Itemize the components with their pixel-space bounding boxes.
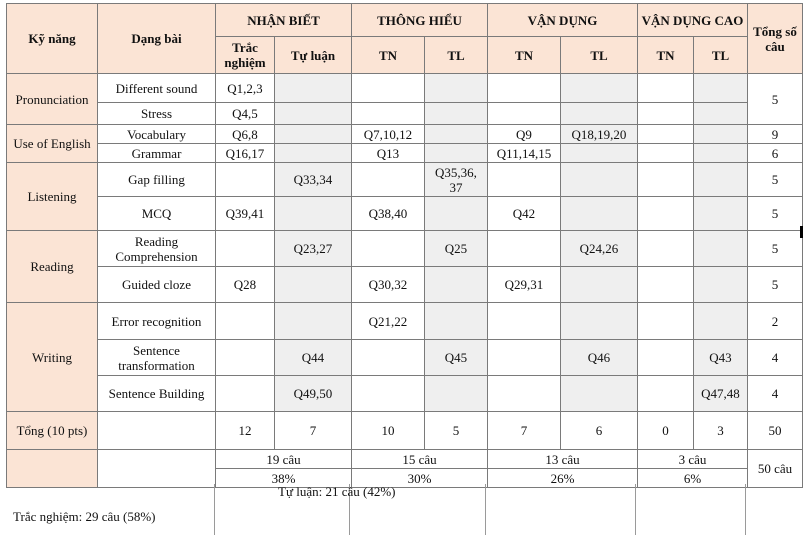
vdc-count: 3 câu (638, 450, 748, 469)
cell (561, 376, 638, 412)
cell (275, 125, 352, 144)
nb-pct: 38% (216, 469, 352, 488)
total-cell: 4 (748, 376, 803, 412)
cell (352, 376, 425, 412)
cell (488, 103, 561, 125)
type-cell: MCQ (98, 197, 216, 231)
type-cell: Sentence transformation (98, 340, 216, 376)
cell (352, 74, 425, 103)
cell (694, 74, 748, 103)
exam-matrix-table (6, 3, 803, 488)
cell (275, 103, 352, 125)
cell (352, 103, 425, 125)
cell (275, 197, 352, 231)
cell (216, 163, 275, 197)
tu-luan-summary: Tự luận: 21 câu (42%) (278, 484, 396, 499)
cell (425, 74, 488, 103)
type-cell: Reading Comprehension (98, 231, 216, 267)
cell (561, 197, 638, 231)
header-van-dung: VẬN DỤNG (488, 4, 638, 37)
cell: Q46 (561, 340, 638, 376)
total-cell: 7 (488, 412, 561, 450)
table-row (7, 303, 803, 340)
th-count: 15 câu (352, 450, 488, 469)
cell (561, 74, 638, 103)
cell (638, 340, 694, 376)
cell: Q6,8 (216, 125, 275, 144)
cell (488, 163, 561, 197)
type-cell: Sentence Building (98, 376, 216, 412)
header-vd-tn: TN (488, 37, 561, 74)
header-type: Dạng bài (98, 4, 216, 74)
type-cell: Stress (98, 103, 216, 125)
cell (694, 163, 748, 197)
cell (352, 231, 425, 267)
header-th-tn: TN (352, 37, 425, 74)
cell: Q11,14,15 (488, 144, 561, 163)
cell (425, 376, 488, 412)
cell (98, 412, 216, 450)
divider (635, 484, 636, 535)
table-row (7, 125, 803, 144)
total-cell: 7 (275, 412, 352, 450)
type-cell: Error recognition (98, 303, 216, 340)
type-cell: Grammar (98, 144, 216, 163)
cell (488, 74, 561, 103)
table-row (7, 197, 803, 231)
cell (352, 340, 425, 376)
cell: Q30,32 (352, 267, 425, 303)
cell (638, 125, 694, 144)
cell (694, 103, 748, 125)
header-van-dung-cao: VẬN DỤNG CAO (638, 4, 748, 37)
total-cell: 12 (216, 412, 275, 450)
cell: Q47,48 (694, 376, 748, 412)
grand-total: 50 (748, 412, 803, 450)
skill-reading: Reading (7, 231, 98, 303)
cell (425, 267, 488, 303)
cell: Q9 (488, 125, 561, 144)
cell: Q16,17 (216, 144, 275, 163)
cell (638, 74, 694, 103)
header-skill: Kỹ năng (7, 4, 98, 74)
total-cell: 2 (748, 303, 803, 340)
nb-count: 19 câu (216, 450, 352, 469)
cell (98, 450, 216, 488)
table-row (7, 103, 803, 125)
vd-pct: 26% (488, 469, 638, 488)
header-thong-hieu: THÔNG HIỂU (352, 4, 488, 37)
cell (694, 231, 748, 267)
header-vdc-tn: TN (638, 37, 694, 74)
header-nb-tn: Trắc nghiệm (216, 37, 275, 74)
skill-pronunciation: Pronunciation (7, 74, 98, 125)
cell (694, 303, 748, 340)
cell (275, 303, 352, 340)
cell (694, 144, 748, 163)
cell: Q43 (694, 340, 748, 376)
header-vd-tl: TL (561, 37, 638, 74)
cell: Q42 (488, 197, 561, 231)
total-cell: 6 (748, 144, 803, 163)
summary-total: 50 câu (748, 450, 803, 488)
type-cell: Vocabulary (98, 125, 216, 144)
cell (275, 267, 352, 303)
divider (745, 484, 746, 535)
total-cell: 4 (748, 340, 803, 376)
table-row (7, 74, 803, 103)
cell (694, 197, 748, 231)
header-th-tl: TL (425, 37, 488, 74)
total-cell: 5 (748, 231, 803, 267)
cell (352, 163, 425, 197)
cell (638, 144, 694, 163)
cell: Q28 (216, 267, 275, 303)
cell (561, 163, 638, 197)
divider (485, 484, 486, 535)
cell (275, 144, 352, 163)
text-cursor (800, 226, 803, 238)
cell (275, 74, 352, 103)
cell (638, 163, 694, 197)
cell: Q23,27 (275, 231, 352, 267)
cell (638, 303, 694, 340)
cell (561, 303, 638, 340)
total-cell: 5 (748, 197, 803, 231)
summary-row (7, 450, 803, 469)
table-row (7, 267, 803, 303)
cell (488, 231, 561, 267)
cell: Q33,34 (275, 163, 352, 197)
total-cell: 5 (748, 163, 803, 197)
cell (425, 125, 488, 144)
total-cell: 3 (694, 412, 748, 450)
skill-writing: Writing (7, 303, 98, 412)
cell: Q45 (425, 340, 488, 376)
cell: Q44 (275, 340, 352, 376)
divider (214, 484, 215, 535)
total-cell: 0 (638, 412, 694, 450)
cell (561, 144, 638, 163)
cell: Q1,2,3 (216, 74, 275, 103)
vdc-pct: 6% (638, 469, 748, 488)
cell: Q29,31 (488, 267, 561, 303)
skill-listening: Listening (7, 163, 98, 231)
cell: Q39,41 (216, 197, 275, 231)
total-cell: 10 (352, 412, 425, 450)
cell (425, 103, 488, 125)
total-cell: 5 (425, 412, 488, 450)
total-cell: 6 (561, 412, 638, 450)
table-row (7, 163, 803, 197)
cell (638, 267, 694, 303)
cell (425, 197, 488, 231)
totals-row (7, 412, 803, 450)
cell (638, 376, 694, 412)
skill-use-of-english: Use of English (7, 125, 98, 163)
cell (216, 303, 275, 340)
cell: Q13 (352, 144, 425, 163)
cell (694, 125, 748, 144)
table-row (7, 144, 803, 163)
vd-count: 13 câu (488, 450, 638, 469)
cell (425, 303, 488, 340)
cell: Q18,19,20 (561, 125, 638, 144)
cell: Q7,10,12 (352, 125, 425, 144)
cell (216, 376, 275, 412)
header-vdc-tl: TL (694, 37, 748, 74)
cell (638, 197, 694, 231)
cell (488, 376, 561, 412)
cell: Q25 (425, 231, 488, 267)
cell (216, 340, 275, 376)
type-cell: Gap filling (98, 163, 216, 197)
cell: Q38,40 (352, 197, 425, 231)
cell: Q35,36, 37 (425, 163, 488, 197)
cell (216, 231, 275, 267)
cell (638, 231, 694, 267)
total-cell: 9 (748, 125, 803, 144)
cell (638, 103, 694, 125)
cell (694, 267, 748, 303)
totals-label: Tổng (10 pts) (7, 412, 98, 450)
cell (561, 103, 638, 125)
cell: Q24,26 (561, 231, 638, 267)
cell: Q4,5 (216, 103, 275, 125)
header-nhan-biet: NHẬN BIẾT (216, 4, 352, 37)
total-cell: 5 (748, 267, 803, 303)
total-cell: 5 (748, 74, 803, 125)
cell (488, 340, 561, 376)
cell: Q49,50 (275, 376, 352, 412)
table-row (7, 376, 803, 412)
cell (7, 450, 98, 488)
header-total: Tổng số câu (748, 4, 803, 74)
cell (561, 267, 638, 303)
cell (425, 144, 488, 163)
type-cell: Guided cloze (98, 267, 216, 303)
header-nb-tl: Tự luận (275, 37, 352, 74)
cell (488, 303, 561, 340)
table-row (7, 340, 803, 376)
table-row (7, 231, 803, 267)
th-pct: 30% (352, 469, 488, 488)
type-cell: Different sound (98, 74, 216, 103)
cell: Q21,22 (352, 303, 425, 340)
trac-nghiem-summary: Trắc nghiệm: 29 câu (58%) (13, 509, 156, 524)
